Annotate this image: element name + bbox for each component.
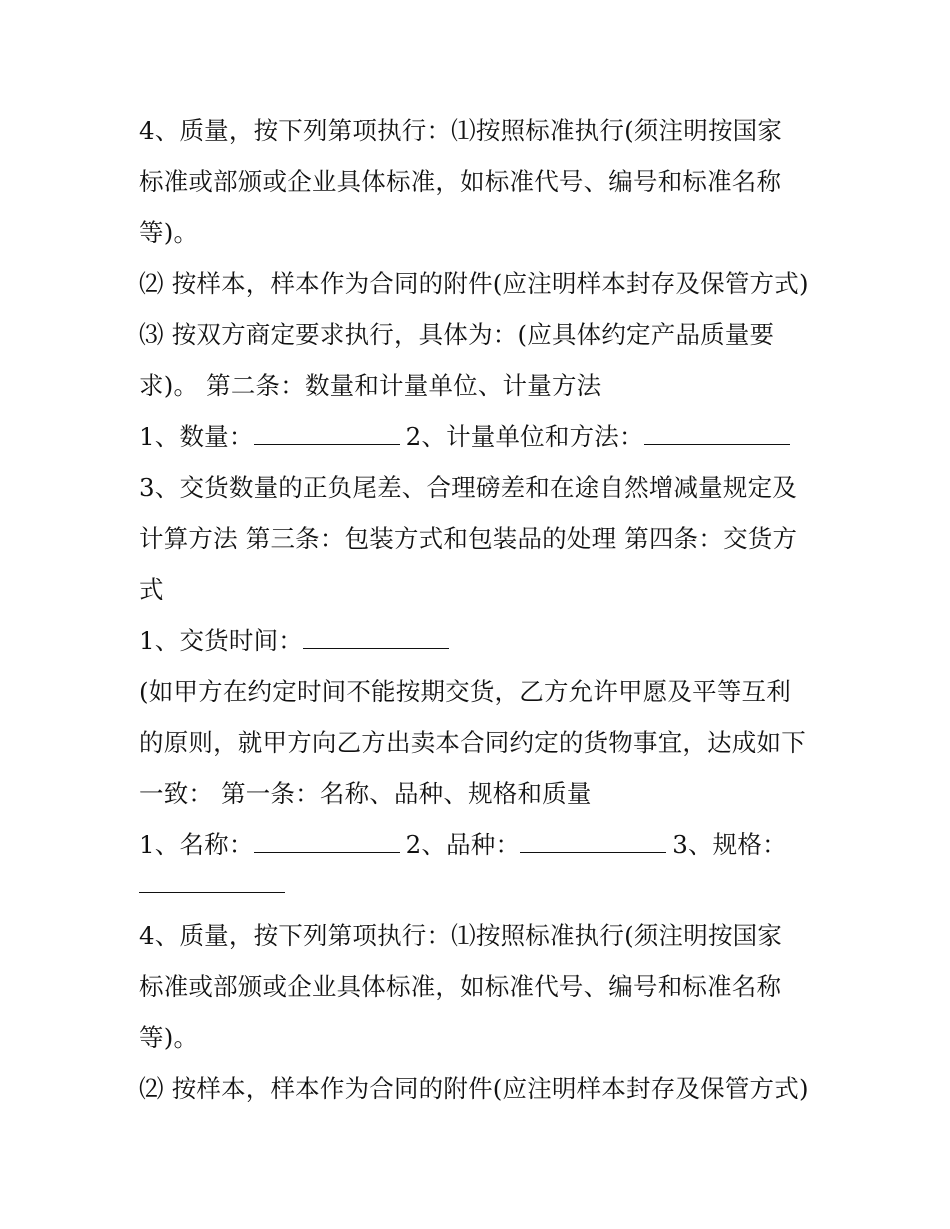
spec-blank-row [139,870,285,900]
name-variety-spec-row [139,830,787,860]
delivery-time-label: 1、交货时间： [139,626,303,655]
quality-clause-line-1: 4、质量，按下列第项执行：⑴按照标准执行(须注明按国家 [139,116,783,145]
sample-clause-line: ⑵ 按样本，样本作为合同的附件(应注明样本封存及保管方式) [139,269,809,298]
quality-clause-repeat-line-3: 等)。 [139,1023,199,1052]
spec-label: 3、规格： [672,830,787,859]
unit-method-label: 2、计量单位和方法： [405,422,644,451]
delivery-time-blank[interactable] [303,628,449,649]
mutual-standard-line-1: ⑶ 按双方商定要求执行，具体为：(应具体约定产品质量要 [139,320,775,349]
quantity-row [139,422,790,452]
quality-clause-line-3: 等)。 [139,218,199,247]
sample-clause-repeat-line: ⑵ 按样本，样本作为合同的附件(应注明样本封存及保管方式) [139,1074,809,1103]
quantity-label: 1、数量： [139,422,254,451]
quantity-blank[interactable] [254,424,400,445]
article-two-heading-line: 求)。 第二条：数量和计量单位、计量方法 [139,371,602,400]
quality-clause-repeat-line-1: 4、质量，按下列第项执行：⑴按照标准执行(须注明按国家 [139,921,783,950]
quality-clause-repeat-line-2: 标准或部颁或企业具体标准，如标准代号、编号和标准名称 [139,972,782,1001]
name-blank[interactable] [254,832,400,853]
tolerance-line-3: 式 [139,575,164,604]
preamble-line-2: 的原则，就甲方向乙方出卖本合同约定的货物事宜，达成如下 [139,728,806,757]
tolerance-line-1: 3、交货数量的正负尾差、合理磅差和在途自然增减量规定及 [139,473,797,502]
name-label: 1、名称： [139,830,254,859]
variety-label: 2、品种： [405,830,521,859]
spec-blank[interactable] [139,872,285,893]
unit-method-blank[interactable] [644,424,790,445]
tolerance-line-2: 计算方法 第三条：包装方式和包装品的处理 第四条：交货方 [139,524,798,553]
article-one-heading-line: 一致： 第一条：名称、品种、规格和质量 [139,779,592,808]
quality-clause-line-2: 标准或部颁或企业具体标准，如标准代号、编号和标准名称 [139,167,782,196]
variety-blank[interactable] [520,832,666,853]
delivery-time-row [139,626,449,656]
preamble-line-1: (如甲方在约定时间不能按期交货，乙方允许甲愿及平等互利 [139,677,791,706]
